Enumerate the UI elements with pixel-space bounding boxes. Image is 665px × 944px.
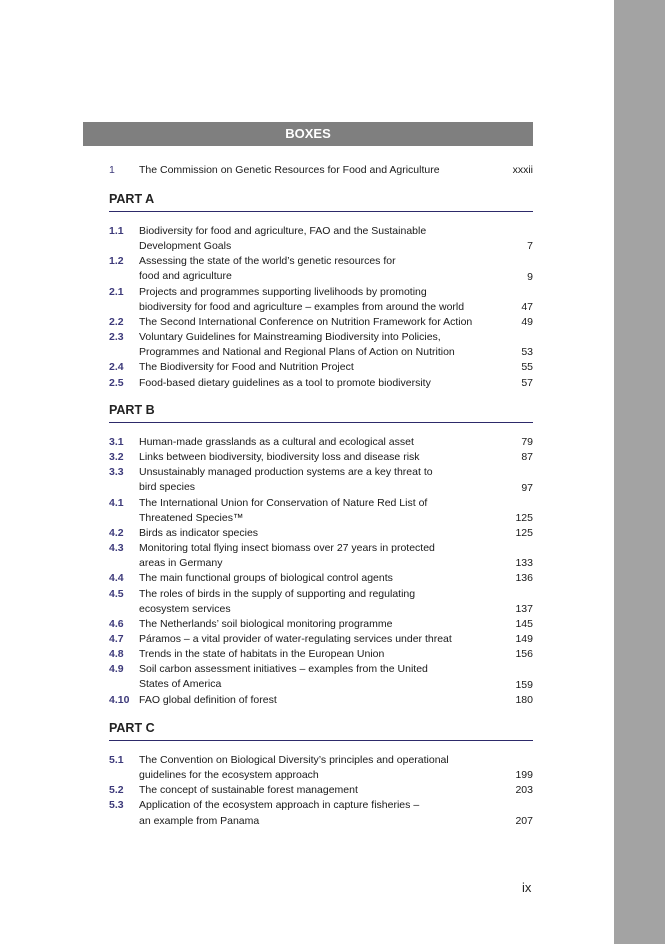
entry-page: 199 bbox=[515, 769, 533, 782]
entry-number: 1.1 bbox=[109, 225, 124, 237]
entry-page: 125 bbox=[515, 527, 533, 540]
entry-page: 55 bbox=[521, 361, 533, 374]
page-number: ix bbox=[522, 880, 532, 895]
entry-page: 125 bbox=[515, 511, 533, 524]
toc-entry[interactable] bbox=[109, 647, 533, 662]
entry-title-line: FAO global definition of forest bbox=[139, 693, 277, 706]
part-divider bbox=[109, 211, 533, 212]
entry-number: 4.2 bbox=[109, 526, 124, 539]
entry-title-line: The Netherlands’ soil biological monitoring programme bbox=[139, 617, 393, 630]
entry-number: 3.2 bbox=[109, 451, 124, 464]
toc-entry[interactable] bbox=[109, 693, 533, 708]
part-divider bbox=[109, 422, 533, 423]
entry-number: 2.5 bbox=[109, 376, 124, 389]
entry-title-line: Trends in the state of habitats in the European Union bbox=[139, 648, 385, 661]
toc-entry-intro[interactable] bbox=[109, 163, 533, 178]
entry-number: 4.10 bbox=[109, 693, 130, 706]
toc-entry[interactable] bbox=[109, 541, 533, 571]
toc-entry[interactable] bbox=[109, 526, 533, 541]
toc-entry[interactable] bbox=[109, 254, 533, 284]
entry-title-line: biodiversity for food and agriculture – examples from around the world bbox=[139, 300, 465, 313]
part-heading: PART C bbox=[109, 721, 155, 735]
entry-page: 145 bbox=[515, 617, 533, 630]
entry-page: 57 bbox=[521, 376, 533, 389]
entry-page: 79 bbox=[521, 436, 533, 449]
entry-title-line: The Convention on Biological Diversity’s principles and operational bbox=[139, 754, 449, 766]
entry-page: 136 bbox=[515, 572, 533, 585]
toc-entry[interactable] bbox=[109, 662, 533, 692]
entry-number: 3.3 bbox=[109, 466, 124, 479]
entry-title-line: food and agriculture bbox=[139, 270, 232, 283]
entry-page: 53 bbox=[521, 346, 533, 359]
entry-title-line: Soil carbon assessment initiatives – examples from the United bbox=[139, 663, 428, 676]
entry-title-line: Assessing the state of the world’s genetic resources for bbox=[139, 255, 396, 268]
entry-title-line: Unsustainably managed production systems are a key threat to bbox=[139, 466, 433, 479]
entry-number: 2.4 bbox=[109, 361, 124, 374]
toc-entry[interactable] bbox=[109, 571, 533, 586]
entry-page: 159 bbox=[515, 678, 533, 691]
entry-title-line: Biodiversity for food and agriculture, FAO and the Sustainable bbox=[139, 225, 427, 237]
entry-title-line: Páramos – a vital provider of water-regulating services under threat bbox=[139, 632, 452, 645]
toc-entry[interactable] bbox=[109, 632, 533, 647]
entry-title-line: The roles of birds in the supply of supporting and regulating bbox=[139, 587, 416, 600]
entry-number: 1.2 bbox=[109, 255, 124, 268]
toc-entry[interactable] bbox=[109, 496, 533, 526]
entry-page: 133 bbox=[515, 557, 533, 570]
entry-title-line: The International Union for Conservation of Nature Red List of bbox=[139, 496, 428, 509]
entry-page: 137 bbox=[515, 602, 533, 615]
entry-title-line: Links between biodiversity, biodiversity loss and disease risk bbox=[139, 451, 420, 464]
entry-number: 4.5 bbox=[109, 587, 124, 600]
entry-title-line: Human-made grasslands as a cultural and ecological asset bbox=[139, 436, 414, 448]
entry-number: 2.2 bbox=[109, 315, 124, 328]
entry-title-line: ecosystem services bbox=[139, 602, 231, 615]
entry-title-line: areas in Germany bbox=[139, 557, 223, 570]
toc-entry[interactable] bbox=[109, 450, 533, 465]
entry-title-line: an example from Panama bbox=[139, 814, 260, 827]
toc-entry[interactable] bbox=[109, 330, 533, 360]
toc-entry[interactable] bbox=[109, 798, 533, 828]
entry-title-line: The Second International Conference on Nutrition Framework for Action bbox=[139, 315, 473, 328]
entry-page: 49 bbox=[521, 316, 533, 329]
entry-title-line: Application of the ecosystem approach in capture fisheries – bbox=[139, 799, 420, 812]
toc-entry[interactable] bbox=[109, 360, 533, 375]
entry-number: 5.2 bbox=[109, 784, 124, 797]
entry-title-line: States of America bbox=[139, 678, 222, 691]
toc-entry[interactable] bbox=[109, 753, 533, 783]
entry-title-line: guidelines for the ecosystem approach bbox=[139, 769, 319, 782]
entry-number: 4.7 bbox=[109, 632, 124, 645]
toc-entry[interactable] bbox=[109, 783, 533, 798]
entry-page: 203 bbox=[515, 784, 533, 797]
entry-page: 97 bbox=[521, 481, 533, 494]
entry-title: The Commission on Genetic Resources for Food and Agriculture bbox=[139, 164, 440, 176]
entry-number: 4.3 bbox=[109, 542, 124, 555]
entry-page: 7 bbox=[527, 240, 533, 253]
toc-entry[interactable] bbox=[109, 376, 533, 391]
entry-page: 156 bbox=[515, 648, 533, 661]
entry-page: 180 bbox=[515, 693, 533, 706]
entry-number: 4.1 bbox=[109, 496, 124, 509]
entry-number: 4.9 bbox=[109, 663, 124, 676]
boxes-header bbox=[83, 122, 533, 146]
entry-title-line: The concept of sustainable forest management bbox=[139, 784, 358, 797]
entry-number: 2.1 bbox=[109, 285, 124, 298]
entry-page: 87 bbox=[521, 451, 533, 464]
entry-page: 47 bbox=[521, 300, 533, 313]
entry-title-line: bird species bbox=[139, 481, 196, 494]
part-divider bbox=[109, 740, 533, 741]
part-heading: PART A bbox=[109, 192, 155, 206]
entry-number: 4.6 bbox=[109, 617, 124, 630]
entry-title-line: The Biodiversity for Food and Nutrition Project bbox=[139, 361, 354, 374]
entry-page: 207 bbox=[515, 814, 533, 827]
entry-number: 2.3 bbox=[109, 331, 124, 344]
entry-title-line: Threatened Species™ bbox=[139, 511, 244, 524]
entry-number: 1 bbox=[109, 164, 115, 176]
entry-title-line: Development Goals bbox=[139, 240, 232, 253]
entry-title-line: Projects and programmes supporting livelihoods by promoting bbox=[139, 285, 427, 298]
entry-number: 5.1 bbox=[109, 754, 124, 766]
toc-entry[interactable] bbox=[109, 285, 533, 315]
entry-number: 4.4 bbox=[109, 572, 124, 585]
entry-page: 149 bbox=[515, 633, 533, 646]
entry-page: xxxii bbox=[512, 164, 533, 176]
entry-title-line: Food-based dietary guidelines as a tool to promote biodiversity bbox=[139, 376, 431, 389]
boxes-title: BOXES bbox=[285, 126, 331, 141]
toc-entry[interactable] bbox=[109, 587, 533, 617]
entry-title-line: Monitoring total flying insect biomass over 27 years in protected bbox=[139, 542, 435, 555]
toc-entry[interactable] bbox=[109, 315, 533, 330]
entry-title-line: Programmes and National and Regional Plans of Action on Nutrition bbox=[139, 346, 455, 359]
entry-number: 3.1 bbox=[109, 436, 124, 448]
entry-title-line: Birds as indicator species bbox=[139, 526, 259, 539]
entry-number: 4.8 bbox=[109, 648, 124, 661]
entry-number: 5.3 bbox=[109, 799, 124, 812]
entry-title-line: The main functional groups of biological control agents bbox=[139, 572, 393, 585]
toc-entry[interactable] bbox=[109, 617, 533, 632]
part-heading: PART B bbox=[109, 403, 155, 417]
toc-entry[interactable] bbox=[109, 224, 533, 254]
toc-entry[interactable] bbox=[109, 465, 533, 495]
toc-entry[interactable] bbox=[109, 435, 533, 450]
entry-page: 9 bbox=[527, 270, 533, 283]
side-bar bbox=[614, 0, 665, 944]
entry-title-line: Voluntary Guidelines for Mainstreaming Biodiversity into Policies, bbox=[139, 331, 441, 344]
